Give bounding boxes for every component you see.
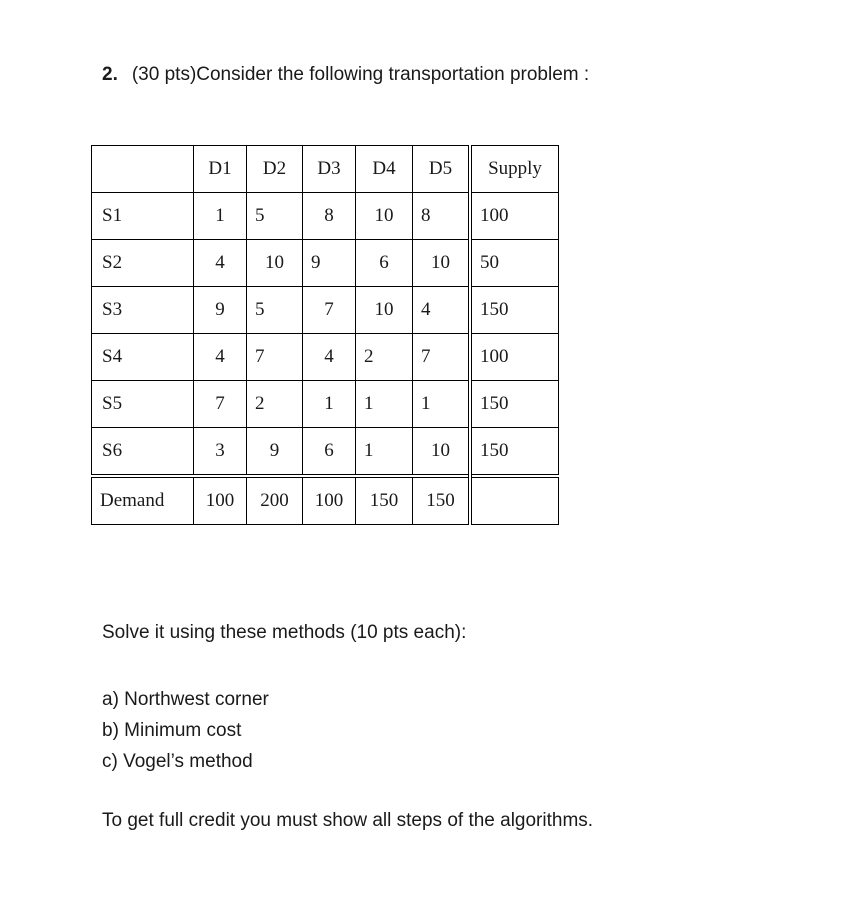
supply-cell: 150 [470,428,559,477]
instruction-text: Solve it using these methods (10 pts each): [102,622,467,643]
cost-cell: 6 [356,240,413,287]
question-heading [102,64,589,86]
cost-cell: 1 [413,381,471,428]
question-text: (30 pts)Consider the following transportation problem : [131,64,590,85]
demand-label: Demand [92,476,194,525]
cost-cell: 4 [303,334,356,381]
cost-cell: 8 [413,193,471,240]
header-d5: D5 [413,146,471,193]
supply-cell: 100 [470,334,559,381]
cost-cell: 10 [356,193,413,240]
header-d1: D1 [194,146,247,193]
cost-cell: 1 [303,381,356,428]
demand-cell: 150 [356,476,413,525]
supply-cell: 150 [470,381,559,428]
header-d2: D2 [247,146,303,193]
cost-cell: 7 [194,381,247,428]
cost-cell: 7 [303,287,356,334]
cost-cell: 1 [356,428,413,477]
transportation-table [91,145,559,525]
cost-cell: 4 [413,287,471,334]
cost-cell: 1 [356,381,413,428]
supply-cell: 150 [470,287,559,334]
demand-cell: 100 [303,476,356,525]
table-row [92,240,559,287]
table-row [92,428,559,477]
header-d3: D3 [303,146,356,193]
cost-cell: 1 [194,193,247,240]
cost-cell: 5 [247,287,303,334]
table-header-row [92,146,559,193]
cost-cell: 10 [413,240,471,287]
cost-cell: 2 [356,334,413,381]
cost-cell: 9 [303,240,356,287]
cost-cell: 3 [194,428,247,477]
demand-row [92,476,559,525]
supply-cell: 100 [470,193,559,240]
cost-cell: 4 [194,334,247,381]
question-number: 2. [102,64,118,85]
methods-list [102,684,269,777]
cost-cell: 8 [303,193,356,240]
method-item: a) Northwest corner [102,689,269,710]
method-item: c) Vogel’s method [102,751,253,772]
table-row [92,381,559,428]
demand-cell: 150 [413,476,471,525]
table-row [92,193,559,240]
cost-cell: 10 [356,287,413,334]
header-d4: D4 [356,146,413,193]
row-label: S2 [92,240,194,287]
row-label: S5 [92,381,194,428]
corner-cell [92,146,194,193]
row-label: S3 [92,287,194,334]
cost-cell: 9 [194,287,247,334]
cost-cell: 10 [247,240,303,287]
demand-supply-cell [470,476,559,525]
cost-cell: 4 [194,240,247,287]
cost-cell: 2 [247,381,303,428]
cost-cell: 5 [247,193,303,240]
credit-note: To get full credit you must show all steps of the algorithms. [102,810,594,831]
table-row [92,334,559,381]
row-label: S6 [92,428,194,477]
demand-cell: 200 [247,476,303,525]
supply-cell: 50 [470,240,559,287]
row-label: S4 [92,334,194,381]
header-supply: Supply [470,146,559,193]
row-label: S1 [92,193,194,240]
demand-cell: 100 [194,476,247,525]
cost-cell: 9 [247,428,303,477]
cost-cell: 10 [413,428,471,477]
method-item: b) Minimum cost [102,720,242,741]
cost-cell: 7 [247,334,303,381]
cropped-previous-text [0,0,864,6]
table-row [92,287,559,334]
cost-cell: 6 [303,428,356,477]
cost-cell: 7 [413,334,471,381]
